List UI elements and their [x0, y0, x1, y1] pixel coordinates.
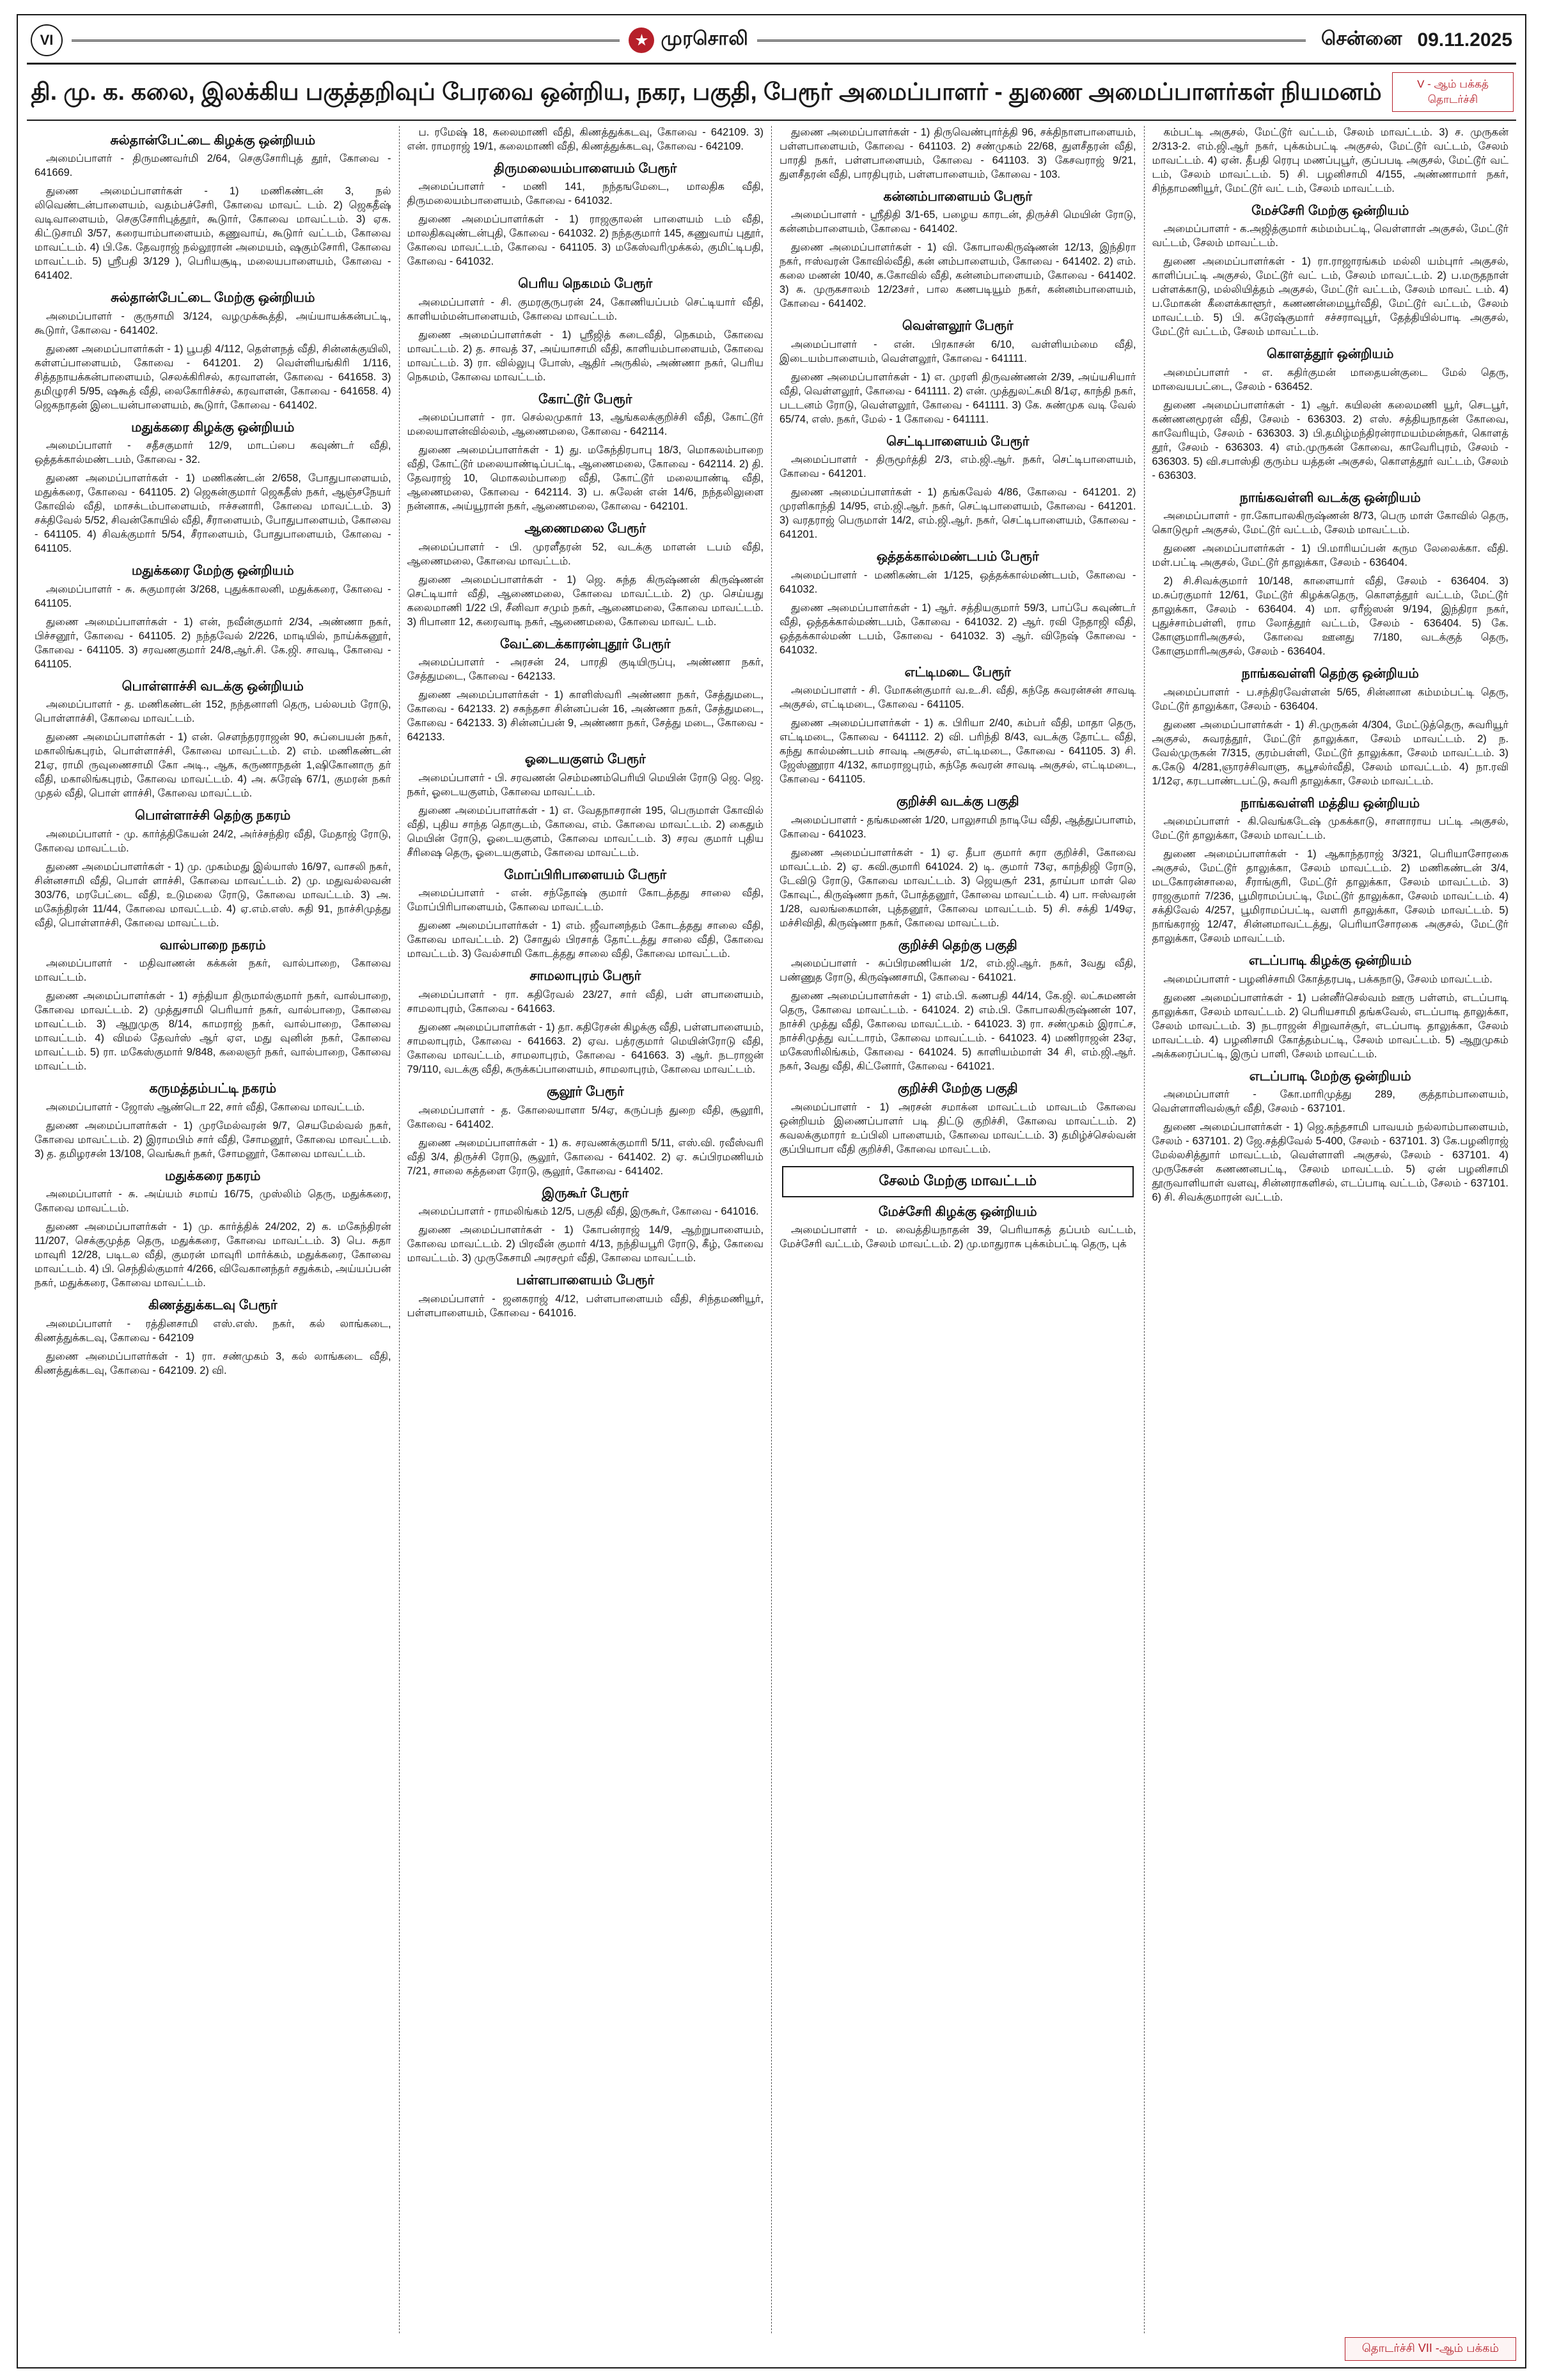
- section-heading: நாங்கவள்ளி தெற்கு ஒன்றியம்: [1241, 666, 1419, 681]
- body-paragraph: துணை அமைப்பாளர்கள் - 1) ஜெ. சுந்த கிருஷ்ணன் கிருஷ்ணன் செட்டியாா் வீதி, ஆணைமலை, கோவை மாவட்டம். 2) மு. செய்யது கலைமாணி 1/22 பி, சீனிவா சமும் நகர், ஆணைமலை, கோவை மாவட்டம். 3) ரிபானா 12, கரைவாடி நகர், ஆணைமலை, கோவை மாவட் டம்.: [407, 573, 764, 628]
- body-paragraph: அமைப்பாளர் - சி. மோகன்குமார் வ.உ.சி. வீதி, கந்தே சுவரன்சன் சாவடி அகுசல், எட்டிமடை, கோவை - 641105.: [779, 685, 1136, 711]
- column-4-body: [1152, 126, 1509, 1206]
- body-paragraph: துணை அமைப்பாளர்கள் - 1) என், நவீன்குமார் 2/34, அண்ணா நகர், பிச்சனூர், கோவை - 641105. 2) நந்தவேல் 2/226, மாடியில், நாய்க்கனூர், கோவை - 641105. 3) சரவணகுமார் 24/8,ஆர்.சி. கே.ஜி. சாவடி, கோவை - 641105.: [35, 616, 391, 670]
- section-heading: குறிச்சி வடக்கு பகுதி: [896, 794, 1019, 809]
- section-heading: கன்னம்பாளையம் பேரூர்: [883, 189, 1033, 204]
- section-heading: மதுக்கரை கிழக்கு ஒன்றியம்: [131, 419, 295, 435]
- body-paragraph: அமைப்பாளர் - குருசாமி 3/124, வழமுக்கூத்தி, அய்யாயக்கன்பட்டி, கூடுார், கோவை - 641402.: [35, 310, 391, 336]
- section-heading: மதுக்கரை நகரம்: [164, 1168, 261, 1183]
- body-paragraph: அமைப்பாளர் - அரசன் 24, பாரதி குடியிருப்பு, அண்ணா நகர், சேத்துமடை, கோவை - 642133.: [407, 657, 764, 683]
- section-heading: நாங்கவள்ளி வடக்கு ஒன்றியம்: [1239, 490, 1421, 505]
- body-paragraph: துணை அமைப்பாளர்கள் - 1) ஏ. தீபா குமார் சுரா குறிச்சி, கோவை மாவட்டம். 2) ஏ. கவி.குமாரி 641024. 2) டி. குமார் 73ஏ, காந்திஜி ரோடு, டேவிடு ரோடு, கோவை மாவட்டம். 3) ஜெயசூா் 231, தாய்பா மாள் லெ கோவுட், கிருஷ்ணா நகர், போத்தனூர், கோவை மாவட்டம். 4) பா. ஈஸ்வரன் 1/28, வலங்கைமான், புத்தனூர், கோவை மாவட்டம். 5) சி. சக்தி 1/49ஏ, மச்சிவிதி, கிருஷ்ணா நகர், கோவை மாவட்டம்.: [779, 846, 1136, 929]
- column-4: [1144, 126, 1517, 2333]
- section-heading: வால்பாறை நகரம்: [159, 937, 266, 953]
- body-paragraph: அமைப்பாளர் - திருமணவர்மி 2/64, செகுசோரிபுத் தூர், கோவை - 641669.: [35, 153, 391, 179]
- section-heading: கிணத்துக்கடவு பேரூர்: [148, 1298, 278, 1313]
- issue-date: 09.11.2025: [1417, 29, 1513, 51]
- body-paragraph: அமைப்பாளர் - எ. கதிர்குமன் மாதையன்குடை மேல் தெரு, மாவையபட்டை, சேலம் - 636452.: [1152, 366, 1508, 393]
- body-paragraph: துணை அமைப்பாளர்கள் - 1) முரமேல்வரன் 9/7, செயமேல்வல் நகர், கோவை மாவட்டம். 2) இராமபிம் சார் வீதி, சோமனூர், கோவை மாவட்டம். 3) த. தமிழரசன் 13/108, வெங்கூர் நகர், சோமனூர், கோவை மாவட்டம்.: [35, 1119, 391, 1160]
- body-paragraph: அமைப்பாளர் - சு. சுகுமாரன் 3/268, புதுக்காலனி, மதுக்கரை, கோவை - 641105.: [35, 583, 391, 609]
- section-heading: எட்டிமடை பேரூர்: [904, 664, 1011, 680]
- body-paragraph: துணை அமைப்பாளர்கள் - 1) ராஜகுாலன் பாளையம் டம் வீதி, மாலதிகவுண்டன்புதி, கோவை - 641032. 2) நந்தகுமார் 145, கணுவாய் புதூர், கோவை மாவட்டம், கோவை - 641105. 3) மகேஸ்வரிமுக்கல், குமிட்டிபதி, கோவை - 641032.: [407, 214, 764, 268]
- masthead-rule-right: [757, 40, 1305, 42]
- body-paragraph: துணை அமைப்பாளர்கள் - 1) ஜெ.கந்தசாமி பாவயம் நல்லாம்பாளையம், சேலம் - 637101. 2) ஜே.சத்திவேல் 5-400, சேலம் - 637101. 3) கே.பழனிராஜ் மேல்லசித்துார் மாவட்டம், வெள்ளாளி அகுசல், சேலம் - 637101. 4) முருகேசன் கணணனபட்டி, சேலம் மாவட்டம். 5) ஏன் பழனிசாமி தூருவாளியாள் வளவு, சின்னராகளிசல், எடப்பாடி வட்டம், சேலம் - 637101. 6) சி. சிவக்குமாரன் வட்டம்.: [1152, 1121, 1508, 1204]
- body-paragraph: அமைப்பாளர் - சுப்பிரமணியன் 1/2, எம்.ஜி.ஆர். நகர், 3வது வீதி, பண்ணுத ரோடு, கிருஷ்ணசாமி, கோவை - 641021.: [779, 958, 1136, 984]
- column-2: [399, 126, 772, 2333]
- section-heading: குறிச்சி தெற்கு பகுதி: [898, 937, 1017, 953]
- body-paragraph: துணை அமைப்பாளர்கள் - 1) தங்கவேல் 4/86, கோவை - 641201. 2) முரளிகாந்தி 14/95, எம்.ஜி.ஆர். நகர், செட்டிபாளையம், கோவை - 641201. 3) வரதராஜ் பெருமாள் 14/2, எம்.ஜி.ஆர். நகர், செட்டிபாளையம், கோவை - 641201.: [779, 486, 1136, 541]
- column-1: [27, 126, 399, 2333]
- body-paragraph: துணை அமைப்பாளர்கள் - 1) மு. முகம்மது இல்யாஸ் 16/97, வாசலி நகர், சின்னசாமி வீதி, பொள் ளாச்சி, கோவை மாவட்டம். 2) மு. மதுவல்லவன் 303/76, மரபேட்டை வீதி, உடுமலை ரோடு, கோவை மாவட்டம். 3) அ. மகேந்திரன் 11/44, கோவை மாவட்டம். 4) ஏ.எம்.எஸ். சுதி 91, நாச்சிமுத்து வீதி, பொள்ளாச்சி, கோவை மாவட்டம்.: [35, 860, 391, 929]
- body-paragraph: துணை அமைப்பாளர்கள் - 1) க. பிரியா 2/40, கம்பர் வீதி, மாதா தெரு, எட்டிமடை, கோவை - 641112. 2) வி. பரிந்தி 8/43, வடக்கு தோட்ட வீதி, கந்து கால்மண்டபம் சாவடி அகுசல், எட்டிமடை, கோவை - 641105. 3) சி. ஜேஸ்ணூரா 4/132, காமராஜபுரம், கந்தே சுவரன் சாவடி அகுசல், எட்டிமடை, கோவை - 641105.: [779, 717, 1136, 786]
- body-paragraph: அமைப்பாளர் - சு. அய்யம் சமாய் 16/75, முஸ்லிம் தெரு, மதுக்கரை, கோவை மாவட்டம்.: [35, 1188, 391, 1215]
- body-paragraph: அமைப்பாளர் - கோ.மாரிமுத்து 289, குத்தாம்பாளையம், வெள்ளாளிவல்சூர் வீதி, சேலம் - 637101.: [1152, 1089, 1508, 1115]
- section-heading: கொளத்தூர் ஒன்றியம்: [1267, 346, 1394, 362]
- body-paragraph: ப. ரமேஷ் 18, கலைமாணி வீதி, கிணத்துக்கடவு, கோவை - 642109. 3) என். ராமராஜ் 19/1, கலைமாணி வீதி, கிணத்துக்கடவு, கோவை - 642109.: [407, 126, 764, 152]
- section-heading: திருமலையம்பாளையம் பேரூர்: [494, 160, 677, 176]
- section-heading: வெள்ளலூர் பேரூர்: [902, 318, 1014, 334]
- publication-name: முரசொலி: [661, 28, 749, 49]
- page-title: தி. மு. க. கலை, இலக்கிய பகுத்தறிவுப் பேரவை ஒன்றிய, நகர, பகுதி, பேரூர் அமைப்பாளர் - துணை அமைப்பாளர்கள் நியமனம்: [31, 78, 1382, 105]
- body-paragraph: அமைப்பாளர் - சி. குமரகுருபரன் 24, கோணியப்பம் செட்டியார் வீதி, காளியம்மன்பாளையம், கோவை மாவட்டம்.: [407, 296, 764, 322]
- section-heading: மேச்சேரி கிழக்கு ஒன்றியம்: [878, 1204, 1037, 1219]
- body-paragraph: துணை அமைப்பாளர்கள் - 1) தா. கதிரேசன் கிழக்கு வீதி, பள்ளபாளையம், சாமலாபுரம், கோவை - 641663. 2) ஏவ. பத்ரகுமார் மெயின்ரோடு வீதி, கோவை மாவட்டம், சாமலாபுரம், கோவை - 641663. 3) ஆர். நடராஜன் 79/110, வடக்கு வீதி, சுருக்கப்பாளையம், சாமலாபுரம், கோவை மாவட்டம்.: [407, 1022, 764, 1075]
- section-heading: குறிச்சி மேற்கு பகுதி: [897, 1081, 1018, 1096]
- section-heading: கருமத்தம்பட்டி நகரம்: [149, 1081, 277, 1096]
- section-heading: ஒத்தக்கால்மண்டபம் பேரூர்: [876, 549, 1039, 564]
- section-heading: பொள்ளாச்சி தெற்கு நகரம்: [135, 808, 291, 823]
- page-frame: [17, 14, 1526, 2368]
- body-paragraph: அமைப்பாளர் - த. மணிகண்டன் 152, நந்தனாளி தெரு, பல்லபம் ரோடு, பொள்ளாச்சி, கோவை மாவட்டம்.: [35, 699, 391, 725]
- masthead: [27, 22, 1516, 65]
- body-paragraph: அமைப்பாளர் - ப.சந்திரவேள்ளன் 5/65, சின்னான கம்மம்பட்டி தெரு, மேட்டூர் தாலுக்கா, சேலம் - 636404.: [1152, 686, 1508, 712]
- body-paragraph: அமைப்பாளர் - மு. கார்த்திகேயன் 24/2, அர்ச்சந்திர வீதி, மேதாஜ் ரோடு, கோவை மாவட்டம்.: [35, 828, 391, 854]
- body-paragraph: அமைப்பாளர் - மணி 141, நந்தஙமேடை, மாலதிக வீதி, திருமலையம்பாளையம், கோவை - 641032.: [407, 181, 764, 207]
- body-paragraph: துணை அமைப்பாளர்கள் - 1) எ. வேதநாசரான் 195, பெருமாள் கோவில் வீதி, புதிய சாந்த தொகுடம், கோவை, எம். கோவை மாவட்டம். 2) கைதும் மெயின் ரோடு, ஓடையகுளம், கோவை மாவட்டம். 3) சரவ குமார் புதிய சீரிஷை தெரு, ஓடையகுளம், கோவை மாவட்டம்.: [407, 804, 764, 859]
- section-heading: செட்டிபாளையம் பேரூர்: [886, 433, 1030, 449]
- headline-band: [27, 65, 1516, 121]
- body-paragraph: அமைப்பாளர் - ரா.கோபாலகிருஷ்ணன் 8/73, பெரு மாள் கோவில் தெரு, கொடுமூர் அகுசல், மேட்டூர் வட்டம், சேலம் மாவட்டம்.: [1152, 510, 1508, 536]
- body-paragraph: அமைப்பாளர் - ரா. கதிரேவல் 23/27, சார் வீதி, பள் ளபாளையம், சாமலாபுரம், கோவை - 641663.: [407, 989, 764, 1015]
- section-heading: கோட்டூர் பேரூர்: [538, 391, 632, 407]
- section-heading: சாமலாபுரம் பேரூர்: [529, 968, 641, 984]
- section-heading: சூலூர் பேரூர்: [546, 1084, 624, 1099]
- body-paragraph: அமைப்பாளர் - திருமூர்த்தி 2/3, எம்.ஜி.ஆர். நகர், செட்டிபாளையம், கோவை - 641201.: [779, 454, 1136, 480]
- body-paragraph: துணை அமைப்பாளர்கள் - 1) பன்னீர்செல்வம் ஊரு பள்ளம், எடப்பாடி தாலுக்கா, சேலம் மாவட்டம். 2) பெரியசாமி தங்கவேல், எடப்பாடி தாலுக்கா, சேலம் மாவட்டம். 3) நடராஜன் சிறுவாச்சூர், எடப்பாடி தாலுக்கா, சேலம் மாவட்டம். 4) பழனிசாமி கோத்தம்பட்டி, சேலம் மாவட்டம். 5) ஆறுமுகம் அக்கரைப்பட்டி, இருப் பாளி, சேலம் மாவட்டம்.: [1152, 992, 1508, 1060]
- body-paragraph: அமைப்பாளர் - மதிவாணன் கக்கன் நகர், வால்பாறை, கோவை மாவட்டம்.: [35, 958, 391, 984]
- body-paragraph: துணை அமைப்பாளர்கள் - 1) க. சரவணக்குமாரி 5/11, எஸ்.வி. ரவீஸ்வரி வீதி 3/4, திருச்சி ரோடு, சூலூர், கோவை - 641402. 2) ஏ. சுப்பிரமணியம் 7/21, சாலை கத்தளை ரோடு, சூலூர், கோவை - 641402.: [407, 1137, 764, 1177]
- body-paragraph: துணை அமைப்பாளர்கள் - 1) திருவெண்புார்த்தி 96, சக்திநாளபாளையம், பள்ளபாளையம், கோவை - 641103. 2) சண்முகம் 22/68, துளசீதரன் வீதி, பாரதி நகர், பள்ளபாளையம், கோவை - 641103. 3) கேசவராஜ் 9/21, துளசீதரன் வீதி, பாரதிபுரம், பள்ளபாளையம், கோவை - 103.: [779, 126, 1136, 180]
- body-paragraph: அமைப்பாளர் - ராமலிங்கம் 12/5, பகுதி வீதி, இருகூர், கோவை - 641016.: [418, 1206, 759, 1218]
- column-1-body: [35, 132, 391, 1378]
- body-paragraph: அமைப்பாளர் - சதீசகுமார் 12/9, மாடப்பை கவுண்டர் வீதி, ஒத்தக்கால்மண்டபம், கோவை - 32.: [35, 440, 391, 466]
- body-paragraph: அமைப்பாளர் - பி. சரவணன் செம்மணம்பெரியி மெயின் ரோடு ஜெ. ஜெ. நகர், ஓடையகுளம், கோவை மாவட்டம்.: [407, 772, 764, 798]
- section-heading: மேச்சேரி மேற்கு ஒன்றியம்: [1251, 203, 1409, 218]
- body-paragraph: அமைப்பாளர் - ம. வைத்தியநாதன் 39, பெரியாகத் தப்பம் வட்டம், மேச்சேரி வட்டம், சேலம் மாவட்டம். 2) மு.மாதுராசு புக்கம்பட்டி தெரு, புக்: [779, 1224, 1136, 1250]
- body-paragraph: துணை அமைப்பாளர்கள் - 1) மணிகண்டன் 2/658, போதுபாளையம், மதுக்கரை, கோவை - 641105. 2) ஜெகன்குமார் ஜெகதீஸ் நகர், ஆஞ்சநேயர் கோவில் வீதி, மாசக்டம்பாளையம், ஈச்சனாரி, கோவை மாவட்டம். 3) சக்திவேல் 5/52, சிவன்கோயில் வீதி, சீராளையம், போதுபாளையம், கோவை - 641105. 4) சிவக்குமார் 5/54, சீராளையம், போதுபாளையம், கோவை - 641105.: [35, 472, 391, 555]
- section-heading: மதுக்கரை மேற்கு ஒன்றியம்: [131, 563, 294, 579]
- body-paragraph: அமைப்பாளர் - பழனிச்சாமி கோத்தரபடி, பக்கநாடு, சேலம் மாவட்டம்.: [1163, 973, 1492, 985]
- body-paragraph: துணை அமைப்பாளர்கள் - 1) ரா. சண்முகம் 3, கல் லாங்கடை வீதி, கிணத்துக்கடவு, கோவை - 642109. 2) வி.: [35, 1350, 391, 1376]
- body-paragraph: அமைப்பாளர் - த. கோலையாளா 5/4ஏ, கருப்பந் துறை வீதி, சூலூரி, கோவை - 641402.: [407, 1104, 764, 1130]
- body-paragraph: துணை அமைப்பாளர்கள் - 1) மணிகண்டன் 3, நல் லிவெண்டன்பாளையம், வதம்பச்சேரி, கோவை மாவட் டம். 2) ஜெகதீஷ் வடிவாளையம், செகுசோரிபுத்தூர், கூடுார், கோவை மாவட்டம். 3) ஏக. கிட்டுசாமி 3/57, கரையாம்பாளையம், கணுவாய், கூடுார் வட்டம், கோவை மாவட்டம். 4) பி.கே. தேவராஜ் நல்லூரான் அமையம், ஷகும்சோரி, கோவை மாவட்டம். 5) ஸ்ரீபதி 3/129 ), பெரியசூடி, மலையபாளையம், கோவை - 641402.: [35, 185, 391, 282]
- section-heading: நாங்கவள்ளி மத்திய ஒன்றியம்: [1241, 795, 1420, 811]
- body-paragraph: அமைப்பாளர் - தங்கமணன் 1/20, பாலுசாமி நாடியே வீதி, ஆத்துப்பாளம், கோவை - 641023.: [779, 814, 1136, 840]
- body-paragraph: துணை அமைப்பாளர்கள் - 1) சி.முருகன் 4/304, மேட்டுத்தெரு, சுவரியூர் அகுசல், சுவரத்தூர், மேட்டூர் தாலுக்கா, சேலம் மாவட்டம். 2) ந. வேல்முருகன் 7/315, குரம்பள்ளி, மேட்டூர் தாலுக்கா, சேலம் மாவட்டம். 3) க.கேடு 4/281,ஞாரச்சிவாளு, கபூசல்ர்வீதி, சேலம் மாவட்டம். 4) நா.ரவி 1/12ஏ, கரடபாண்டபட்டு, சுவரி தாலுக்கா, சேலம் மாவட்டம்.: [1152, 719, 1508, 787]
- column-3: [771, 126, 1144, 2333]
- star-emblem-icon: [629, 27, 654, 53]
- body-paragraph: அமைப்பாளர் - 1) அரசன் சமாக்ன மாவட்டம் மாவடம் கோவை ஒன்றியம் இணைப்பாளர் படி திட்டு குறிச்சி, கோவை மாவட்டம். 2) கவலக்குமாரா் உப்பிலி பாளையம், கோவை மாவட்டம். 3) தமிழ்ச்செல்வன் குப்பியாபா வீதி குறிச்சி, கோவை மாவட்டம்.: [779, 1101, 1136, 1155]
- publication-logo: [629, 27, 748, 53]
- section-heading: வேட்டைக்காரன்புதூர் பேரூர்: [499, 636, 671, 651]
- section-heading: சுல்தான்பேட்டை கிழக்கு ஒன்றியம்: [110, 132, 316, 148]
- body-paragraph: துணை அமைப்பாளர்கள் - 1) எம். ஜீவானந்தம் கோடத்தது சாலை வீதி, கோவை மாவட்டம். 2) சோதுல் பிரசாத் தோட்டத்து சாலை வீதி, கோவை மாவட்டம். 3) வேல்சாமி கோடத்தது சாலை வீதி, கோவை மாவட்டம்.: [407, 920, 764, 960]
- body-paragraph: துணை அமைப்பாளர்கள் - 1) காளிஸ்வரி அண்ணா நகர், சேத்துமடை, கோவை - 642133. 2) சகந்தசா சின்னப்பன் 16, அண்ணா நகர், சேத்துமடை, கோவை - 642133. 3) சின்னப்பன் 9, அண்ணா நகர், சேத்து மடை, கோவை - 642133.: [407, 689, 764, 743]
- body-paragraph: அமைப்பாளர் - ரத்தினசாமி எஸ்.எஸ். நகர், கல் லாங்கடை, கிணத்துக்கடவு, கோவை - 642109: [35, 1318, 391, 1344]
- body-paragraph: துணை அமைப்பாளர்கள் - 1) பி.மாரியப்பன் கரும லேலைக்கா. வீதி. மள்.பட்டி அகுசல், மேட்டூர் தாலுக்கா, சேலம் - 636404.: [1152, 543, 1508, 569]
- body-paragraph: அமைப்பாளர் - என். பிரகாசன் 6/10, வள்ளியம்மை வீதி, இடையம்பாளையம், வெள்ளலூர், கோவை - 641111.: [779, 338, 1136, 364]
- column-2-body: [407, 126, 764, 1321]
- body-paragraph: அமைப்பாளர் - மணிகண்டன் 1/125, ஒத்தக்கால்மண்டபம், கோவை - 641032.: [779, 569, 1136, 595]
- body-paragraph: துணை அமைப்பாளர்கள் - 1) வி. கோபாலகிருஷ்ணன் 12/13, இந்திரா நகர், ஈஸ்வரன் கோவில்வீதி, கன் னம்பாளையம், கோவை - 641402. 2) எம். கலை மணன் 10/40, க.கோவில் வீதி, கன்னம்பாளையம், கோவை - 641402. 3) சு. முருகசாலம் 12/23சா், பால கணபடியூம் நகர், கன்னம்பாளையம், கோவை - 641402.: [779, 242, 1136, 310]
- body-paragraph: அமைப்பாளர் - ஜோஸ் ஆண்டொ 22, சார் வீதி, கோவை மாவட்டம்.: [46, 1101, 365, 1113]
- body-paragraph: துணை அமைப்பாளர்கள் - 1) கோபன்ராஜ் 14/9, ஆற்றுபாளையம், கோவை மாவட்டம். 2) பிரவீன் குமார் 4/13, நந்தியபூரி ரோடு, கீழ், கோவை மாவட்டம். 3) முருகேசாமி அரசமூர் வீதி, கோவை மாவட்டம்.: [407, 1224, 764, 1264]
- body-paragraph: துணை அமைப்பாளர்கள் - 1) ரா.ராஜாரங்கம் மல்லி யம்புார் அகுசல், காளிப்பட்டி அகுசல், மேட்டூர் வட் டம், சேலம் மாவட்டம். 2) ப.மருதநாள் பள்ளக்காடு, மல்லியித்தம் அகுசல், மேட்டூர் வட்டம், சேலம் மாவட் டம். 4) ப.மோகன் கீளைக்காளூா், கணணன்மையூர்வீதி, மேட்டூர் வட்டம், சேலம் மாவட்டம். 5) பி. சுரேஷ்குமாா் சச்சராவுபூர், தேத்தியில்பாடி அகுசல், மேட்டூர் வட்டம், சேலம் மாவட்டம்.: [1152, 256, 1508, 338]
- body-paragraph: 2) சி.சிவக்குமார் 10/148, காளையார் வீதி, சேலம் - 636404. 3) ம.சுப்ரகுமார் 12/61, மேட்டூர் கிழக்கதெரு, கொளத்தூர் வட்டம், மேட்டூர் தாலுக்கா, சேலம் - 636404. 4) மா. ஏரீஜ்ஸன் 9/194, இந்திரா நகர், புதுச்சாம்பள்ளி, ராம லோத்தூர் வட்டம், சேலம் - 636404. 5) கே. கோளுமாரிஅகுசல், கோவை ஊனது 7/180, வடக்குத் தெரு, கோளுமாரிஅகுசல், சேலம் - 636404.: [1152, 575, 1508, 658]
- body-paragraph: அமைப்பாளர் - கி.வெங்கடேஷ் முகக்காடு, சாளாராய பட்டி அகுசல், மேட்டூர் தாலுக்கா, சேலம் மாவட்டம்.: [1152, 816, 1508, 842]
- body-paragraph: துணை அமைப்பாளர்கள் - 1) மு. கார்த்திக் 24/202, 2) க. மகேந்திரன் 11/207, செக்குமுத்த தெரு, மதுக்கரை, கோவை மாவட்டம். 3) பெ. சுதா மாவுரி 12/28, படிடல வீதி, குமரன் மாவுரி மார்க்கம், மதுக்கரை, கோவை மாவட்டம். 4) பி. செந்தில்குமார் 4/266, விவேகானந்தர் சதுக்கம், அய்யப்பன் நகர், மதுக்கரை, கோவை மாவட்டம்.: [35, 1221, 391, 1289]
- body-paragraph: துணை அமைப்பாளர்கள் - 1) ஸ்ரீஜித் கடைவீதி, நெகமம், கோவை மாவட்டம். 2) த. சாவத் 37, அய்யாசாமி வீதி, காளியம்பாளையம், கோவை மாவட்டம். 3) ரா. வில்லுபு போஸ், ஆதிர் அருகில், அண்ணா நகர், பெரிய நெகமம், கோவை மாவட்டம்.: [407, 329, 764, 383]
- body-paragraph: அமைப்பாளர் - ரா. செல்லமுகார் 13, ஆங்கலக்குறிச்சி வீதி, கோட்டூர் மலையாளன்வில்லம், ஆணைமலை, கோவை - 642114.: [407, 412, 764, 438]
- body-paragraph: துணை அமைப்பாளர்கள் - 1) ஆர். கயிலன் கலைமணி யூர், செடபூர், கண்ணனமூரன் வீதி, சேலம் - 636303. 2) எஸ். சத்தியநாதன் கோவை, காவேரியும், சேலம் - 636303. 3) பி.தமிழ்மந்திரன்ராமயம்மன்நகர், கொளத் தூர், சேலம் - 636303. 4) எம்.முருகன் கோவை, காவேரிபுரம், சேலம் - 636303. 5) வி.சபாஸ்தி குரும்ப யத்தன் அகுசல், கொளத்தூர் வட்டம், சேலம் - 636303.: [1152, 399, 1508, 481]
- body-paragraph: அமைப்பாளர் - என். சந்தோஷ் குமார் கோடத்தது சாலை வீதி, மோப்பிரிபாளையம், கோவை மாவட்டம்.: [407, 887, 764, 914]
- district-heading-box: சேலம் மேற்கு மாவட்டம்: [782, 1166, 1134, 1197]
- body-paragraph: கம்பட்டி அகுசல், மேட்டூர் வட்டம், சேலம் மாவட்டம். 3) ச. முருகன் 2/313-2. எம்.ஜி.ஆர் நகர், புக்கம்பட்டி அகுசல், மேட்டூர் வட்டம், சேலம் மாவட்டம். 4) ஏன். தீபதி ரெரபு மணப்புபூர், குப்பபடி அகுசல், மேட்டூர் வட் டம், சேலம் மாவட்டம். 5) சி. பழனிசாமி 4/155, அண்ணாமாா் நகர், சிந்தாமணியூர், மேட்டூர் வட் டம், சேலம் மாவட்டம்.: [1152, 126, 1508, 194]
- section-heading: ஆணைமலை பேரூர்: [524, 521, 646, 536]
- body-paragraph: துணை அமைப்பாளர்கள் - 1) ஆகாந்தராஜ் 3/321, பெரியாசோரகை அகுசல், மேட்டூர் தாலுக்கா, சேலம் மாவட்டம். 2) மணிகண்டன் 3/4, மடகோரன்சாலை, சீராங்குரி, மேட்டூர் தாலுக்கா, சேலம் மாவட்டம். 3) ராஜகுமார் 7/236, பூமிராமப்பட்டி, மேட்டூர் தாலுக்கா, சேலம் மாவட்டம். 4) சக்திவேல் 4/257, பூமிராமப்பட்டி, வளரி தாலுக்கா, சேலம் மாவட்டம். 5) நாங்கராஜ் 12/47, சின்னமாவட்டத்து, பெரியாசோரகை அகுசல், மேட்டூர் தாலுக்கா, சேலம் மாவட்டம்.: [1152, 848, 1508, 945]
- body-paragraph: துணை அமைப்பாளர்கள் - 1) பூபதி 4/112, தெள்ளநத் வீதி, சின்னக்குயிலி, கள்ளப்பாளையம், கோவை - 641201. 2) வெள்ளியங்கிரி 1/116, சித்தநாயக்கன்பாளையம், செலக்கிரிசல், கரவாளன், கோவை - 641658. 3) தமிழுரசி 5/95, ஷகூத் வீதி, லைகோரிச்சல், கரவாளன், கோவை - 641658. 4) ஜெகநாதன் இடையன்பாளையம், கூடுார், கோவை - 641402.: [35, 343, 391, 411]
- continued-to-note: தொடர்ச்சி VII -ஆம் பக்கம்: [1345, 2337, 1516, 2361]
- article-columns: [27, 126, 1516, 2333]
- edition-city: சென்னை: [1320, 28, 1402, 49]
- section-heading: பொள்ளாச்சி வடக்கு ஒன்றியம்: [121, 678, 304, 694]
- masthead-rule-left: [72, 40, 620, 42]
- section-heading: இருகூர் பேரூர்: [542, 1185, 629, 1201]
- page-number-badge: VI: [31, 24, 63, 56]
- section-heading: பள்ளபாளையம் பேரூர்: [516, 1273, 655, 1288]
- body-paragraph: துணை அமைப்பாளர்கள் - 1) எம்.பி. கணபதி 44/14, கே.ஜி. லட்சுமணன் தெரு, கோவை மாவட்டம். - 641024. 2) எம்.பி. கோபாலகிருஷ்ணன் 107, நாச்சி முத்து வீதி, கோவை மாவட்டம். - 641023. 3) ரா. சண்முகம் இராட்ச, நாச்சிமுத்து வட்டாரம், கோவை மாவட்டம். - 641023. 4) மணிராஜன் 23ஏ, மகேஸரிலிங்கம், கோவை - 641024. 5) காளியம்மாள் 34 சி, எம்.ஜி.ஆர். நகர், 3வது வீதி, கிட்னோர், கோவை - 641021.: [779, 990, 1136, 1073]
- footer: [27, 2337, 1516, 2361]
- body-paragraph: அமைப்பாளர் - ஜனகராஜ் 4/12, பள்ளபாளையம் வீதி, சிந்தமணியூர், பள்ளபாளையம், கோவை - 641016.: [407, 1293, 764, 1319]
- body-paragraph: துணை அமைப்பாளர்கள் - 1) சந்தியா திருமால்குமார் நகர், வால்பாறை, கோவை மாவட்டம். 2) முத்துசாமி பெரியார் நகர், வால்பாறை, கோவை மாவட்டம். 3) ஆறுமுகு 8/14, காமராஜ் நகர், வால்பாறை, கோவை மாவட்டம். 4) விமல் தேவர்ஸ் ஆர் ஏஎ, மது வுனின் நகர், கோவை மாவட்டம். 5) ரா. மகேஸ்குமார் 9/848, கலைஞர் நகர், வால்பாறை, கோவை மாவட்டம்.: [35, 990, 391, 1073]
- body-paragraph: துணை அமைப்பாளர்கள் - 1) என். சௌந்தரராஜன் 90, சுப்பையன் நகர், மகாலிங்கபுரம், பொள்ளாச்சி, கோவை மாவட்டம். 2) எம். மணிகண்டன் 21ஏ, ராமி ருவுணைசாமி கோ அடி., ஆக, கருணாநதன் 1,ஷிகோனாரு தர் வீதி, மகாலிங்கபுரம், கோவை மாவட்டம். 4) அ. சுரேஷ் 67/1, குமரன் நகர் முதல் வீதி, பொள் ளாச்சி, கோவை மாவட்டம்.: [35, 731, 391, 800]
- body-paragraph: துணை அமைப்பாளர்கள் - 1) எ. முரளி திருவண்ணன் 2/39, அய்யசியார் வீதி, வெள்ளலூர், கோவை - 641111. 2) என். முத்துலட்சுமி 8/1ஏ, காந்தி நகர், படடனம் ரோடு, வெள்ளலூர், கோவை - 641111. 3) கே. சுண்முக வடி வேல் 65/74, எஸ். நகர், மேல் - 1 கோவை - 641111.: [779, 371, 1136, 425]
- column-3-body: [779, 126, 1136, 1252]
- body-paragraph: அமைப்பாளர் - க.அஜித்குமார் கம்மம்பட்டி, வெள்ளாள் அகுசல், மேட்டூர் வட்டம், சேலம் மாவட்டம்.: [1152, 223, 1508, 249]
- body-paragraph: துணை அமைப்பாளர்கள் - 1) து. மகேந்திரபாபு 18/3, மொகலம்பாறை வீதி, கோட்டூர் மலையாண்டிப்பட்டி, ஆணைமலை, கோவை - 642114. 2) தி. தேவராஜ் 10, மொகலம்பாறை வீதி, கோட்டூர் மலையாண்டி வீதி, ஆணைமலை, கோவை - 642114. 3) ப. சுலேன் என் 14/6, நந்தலிலுளை நன்னாக, அய்யூரான் நகர், ஆணைமலை, கோவை - 642101.: [407, 444, 764, 513]
- body-paragraph: அமைப்பாளர் - பி. முரளீதரன் 52, வடக்கு மாளன் டபம் வீதி, ஆணைமலை, கோவை மாவட்டம்.: [407, 541, 764, 567]
- body-paragraph: துணை அமைப்பாளர்கள் - 1) ஆர். சத்தியகுமார் 59/3, பாப்பே கவுண்டர் வீதி, ஒத்தக்கால்மண்டபம், கோவை - 641032. 2) ஆர். ரவி நேதாஜி வீதி, ஒத்தக்கால்மண் டபம், கோவை - 641032. 3) ஆர். விநேஷ் கோவை - 641032.: [779, 602, 1136, 656]
- section-heading: சுல்தான்பேட்டை மேற்கு ஒன்றியம்: [111, 290, 315, 306]
- section-heading: ஓடையகுளம் பேரூர்: [524, 752, 646, 767]
- section-heading: மோப்பிரிபாளையம் பேரூர்: [504, 867, 667, 882]
- body-paragraph: அமைப்பாளர் - ஸ்ரீதிதி 3/1-65, பழைய காரடன், திருச்சி மெயின் ரோடு, கன்னம்பாளையம், கோவை - 641402.: [779, 209, 1136, 235]
- continued-from-note: V - ஆம் பக்கத் தொடர்ச்சி: [1392, 72, 1514, 112]
- section-heading: எடப்பாடி கிழக்கு ஒன்றியம்: [1248, 953, 1412, 968]
- section-heading: எடப்பாடி மேற்கு ஒன்றியம்: [1249, 1068, 1411, 1084]
- section-heading: பெரிய நெகமம் பேரூர்: [518, 276, 653, 292]
